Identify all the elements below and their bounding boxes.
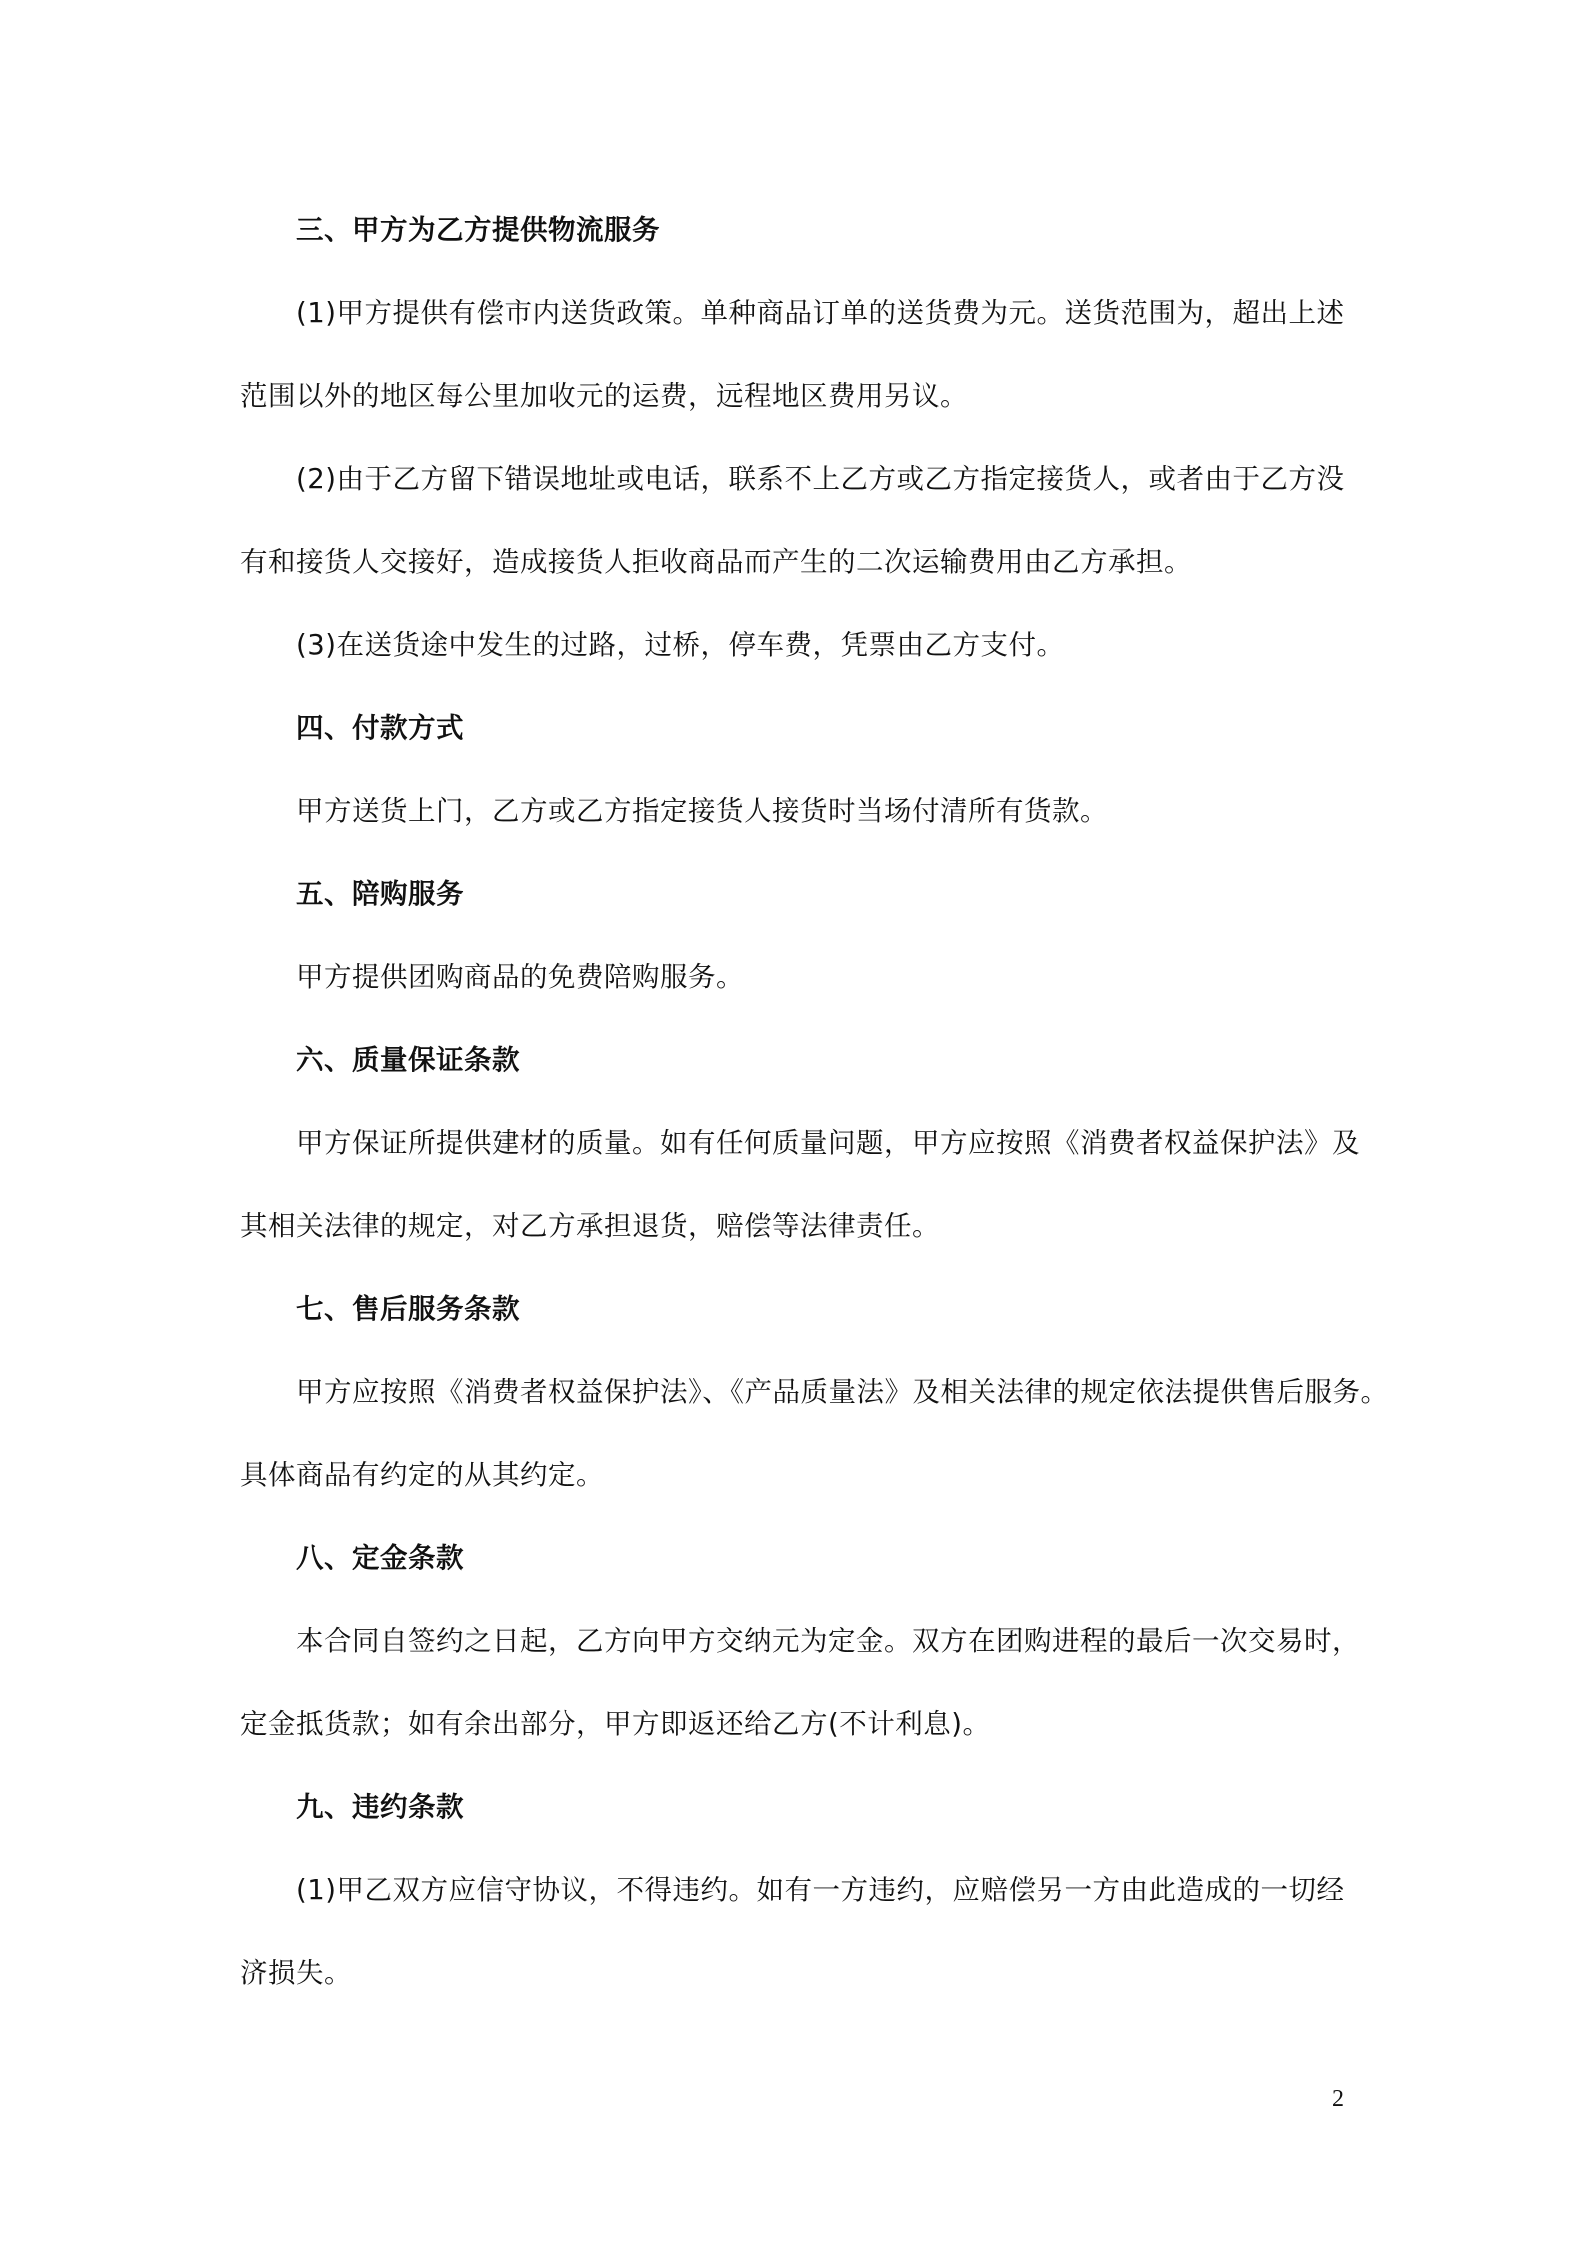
paragraph-6-line-2: 其相关法律的规定，对乙方承担退货，赔偿等法律责任。 (240, 1210, 940, 1242)
section-heading-9: 九、违约条款 (296, 1791, 464, 1823)
section-heading-5: 五、陪购服务 (296, 878, 464, 910)
section-heading-3: 三、甲方为乙方提供物流服务 (296, 214, 660, 246)
section-heading-4: 四、付款方式 (296, 712, 464, 744)
paragraph-8-line-2: 定金抵货款；如有余出部分，甲方即返还给乙方(不计利息)。 (240, 1708, 991, 1740)
paragraph-3-2-line-2: 有和接货人交接好，造成接货人拒收商品而产生的二次运输费用由乙方承担。 (240, 546, 1192, 578)
paragraph-8-line-1: 本合同自签约之日起，乙方向甲方交纳元为定金。双方在团购进程的最后一次交易时， (296, 1625, 1360, 1657)
paragraph-7-line-2: 具体商品有约定的从其约定。 (240, 1459, 604, 1491)
paragraph-3-1-line-2: 范围以外的地区每公里加收元的运费，远程地区费用另议。 (240, 380, 968, 412)
page-number: 2 (1332, 2086, 1344, 2112)
section-heading-8: 八、定金条款 (296, 1542, 464, 1574)
section-heading-6: 六、质量保证条款 (296, 1044, 520, 1076)
paragraph-3-1-line-1: (1)甲方提供有偿市内送货政策。单种商品订单的送货费为元。送货范围为，超出上述 (296, 297, 1345, 329)
paragraph-6-line-1: 甲方保证所提供建材的质量。如有任何质量问题，甲方应按照《消费者权益保护法》及 (296, 1127, 1360, 1159)
paragraph-3-2-line-1: (2)由于乙方留下错误地址或电话，联系不上乙方或乙方指定接货人，或者由于乙方没 (296, 463, 1345, 495)
section-heading-7: 七、售后服务条款 (296, 1293, 520, 1325)
paragraph-9-1-line-1: (1)甲乙双方应信守协议，不得违约。如有一方违约，应赔偿另一方由此造成的一切经 (296, 1874, 1345, 1906)
paragraph-5: 甲方提供团购商品的免费陪购服务。 (296, 961, 744, 993)
paragraph-7-line-1: 甲方应按照《消费者权益保护法》、《产品质量法》及相关法律的规定依法提供售后服务。 (296, 1376, 1389, 1408)
paragraph-4: 甲方送货上门，乙方或乙方指定接货人接货时当场付清所有货款。 (296, 795, 1108, 827)
paragraph-9-1-line-2: 济损失。 (240, 1957, 352, 1989)
paragraph-3-3: (3)在送货途中发生的过路，过桥，停车费，凭票由乙方支付。 (296, 629, 1065, 661)
